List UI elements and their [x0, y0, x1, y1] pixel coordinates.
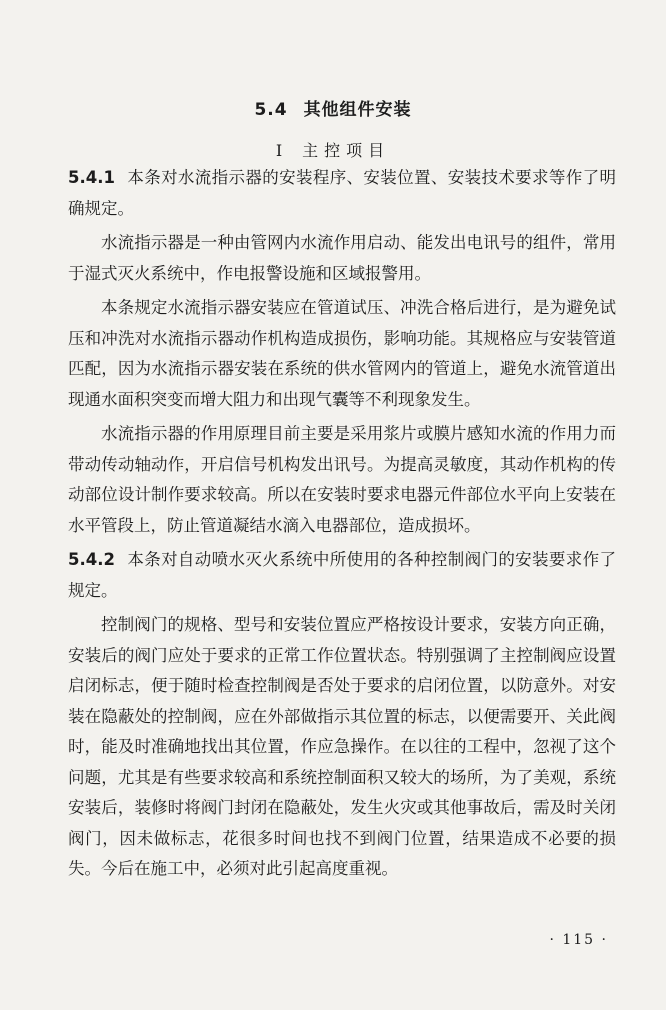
paragraph: 本条规定水流指示器安装应在管道试压、冲洗合格后进行，是为避免试压和冲洗对水流指示器动作机构造成损伤，影响功能。其规格应与安装管道匹配，因为水流指示器安装在系统的供水管网内的管道上，避免水流管道出现通水面积突变而增大阻力和出现气囊等不利现象发生。 [68, 298, 616, 409]
clause-number: 5.4.1 [68, 168, 115, 187]
clause-5-4-1-intro [68, 163, 616, 224]
clause-intro-text: 本条对自动喷水灭火系统中所使用的各种控制阀门的安装要求作了规定。 [68, 550, 616, 600]
section-title-text: 其他组件安装 [303, 100, 412, 120]
clause-5-4-2-intro [68, 545, 616, 606]
clause-intro-text: 本条对水流指示器的安装程序、安装位置、安装技术要求等作了明确规定。 [68, 168, 616, 218]
body-text [68, 163, 616, 889]
subsection-title: 主控项目 [302, 141, 391, 160]
clause-number: 5.4.2 [68, 550, 115, 569]
paragraph: 控制阀门的规格、型号和安装位置应严格按设计要求，安装方向正确，安装后的阀门应处于要求的正常工作位置状态。特别强调了主控制阀应设置启闭标志，便于随时检查控制阀是否处于要求的启闭位置，以防意外。对安装在隐蔽处的控制阀，应在外部做指示其位置的标志，以便需要开、关此阀时，能及时准确地找出其位置，作应急操作。在以往的工程中，忽视了这个问题，尤其是有些要求较高和系统控制面积又较大的场所，为了美观，系统安装后，装修时将阀门封闭在隐蔽处，发生火灾或其他事故后，需及时关闭阀门，因未做标志，花很多时间也找不到阀门位置，结果造成不必要的损失。今后在施工中，必须对此引起高度重视。 [68, 615, 616, 878]
section-title [0, 95, 666, 120]
subsection-heading [0, 138, 666, 161]
section-number: 5.4 [254, 100, 288, 120]
paragraph: 水流指示器是一种由管网内水流作用启动、能发出电讯号的组件，常用于湿式灭火系统中，作电报警设施和区域报警用。 [68, 233, 616, 283]
page-number: · 115 · [549, 932, 608, 948]
paragraph: 水流指示器的作用原理目前主要是采用浆片或膜片感知水流的作用力而带动传动轴动作，开启信号机构发出讯号。为提高灵敏度，其动作机构的传动部位设计制作要求较高。所以在安装时要求电器元件部位水平向上安装在水平管段上，防止管道凝结水滴入电器部位，造成损坏。 [68, 424, 616, 535]
subsection-roman-numeral: Ⅰ [275, 141, 289, 160]
